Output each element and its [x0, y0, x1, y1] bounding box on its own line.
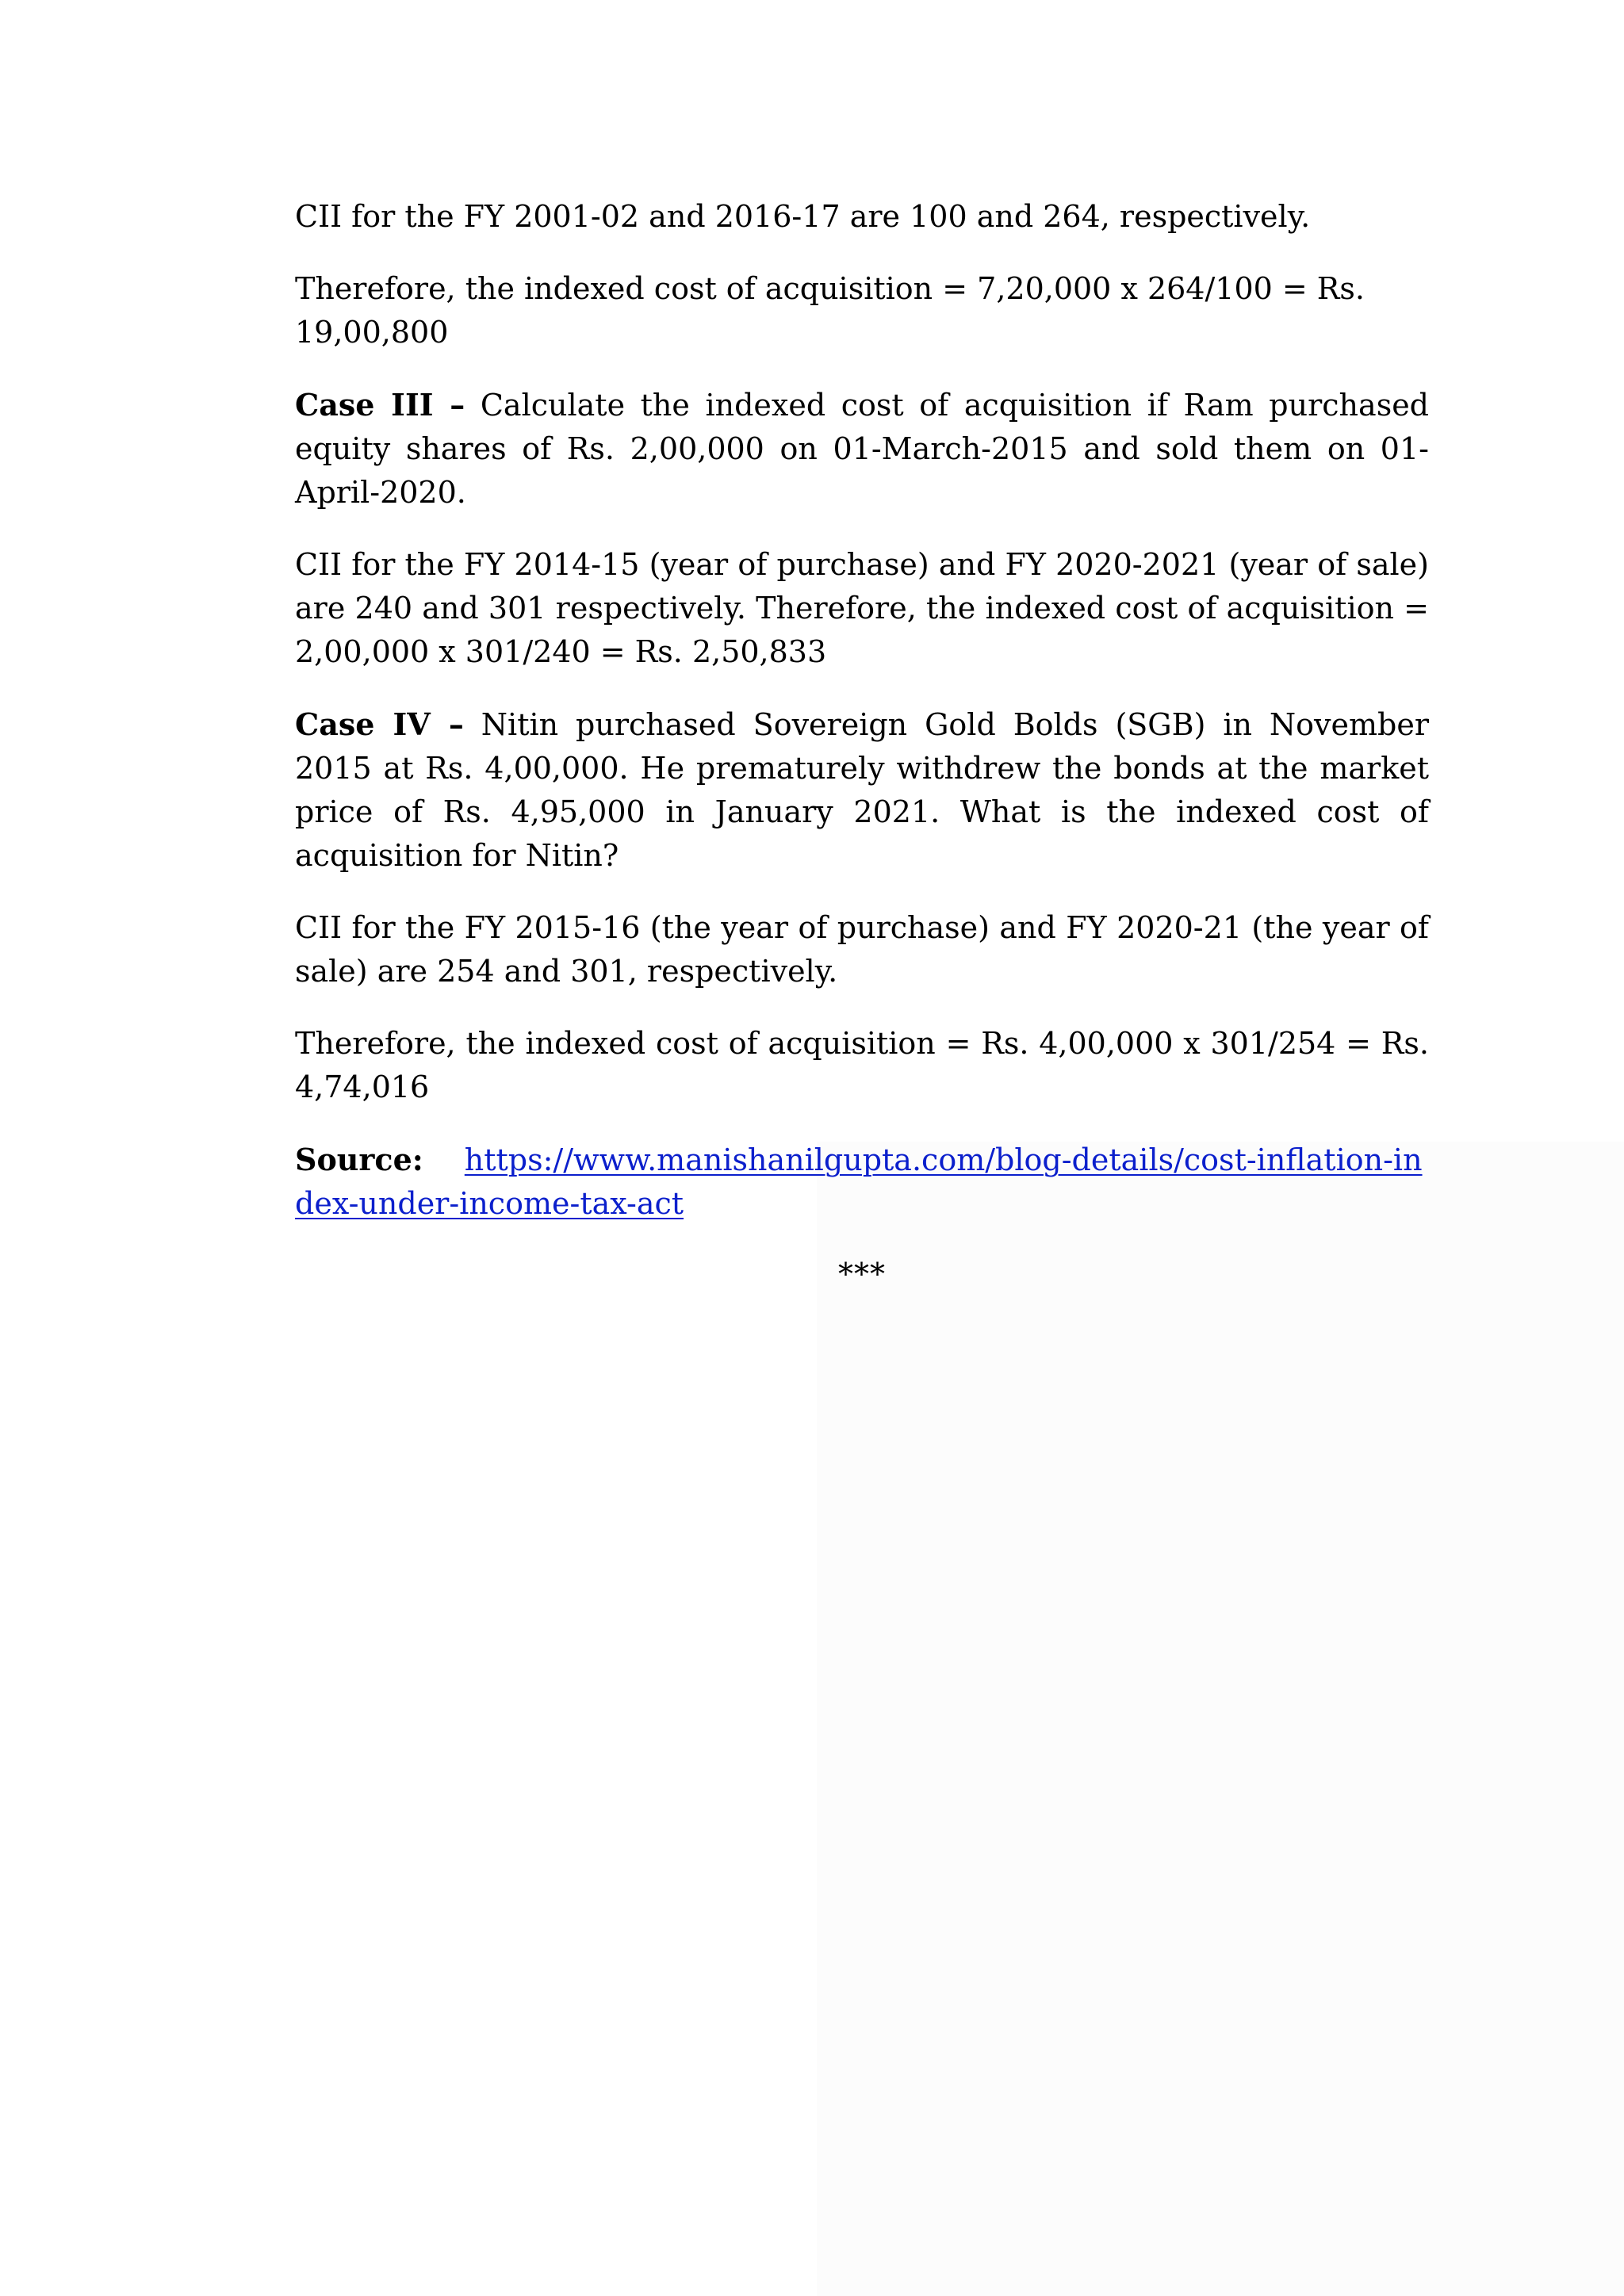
case-iv-label: Case IV – — [295, 706, 464, 742]
document-body — [295, 195, 1429, 1294]
section-separator: *** — [838, 1257, 886, 1292]
paragraph-cii-2015-2020: CII for the FY 2015-16 (the year of purchase) and FY 2020-21 (the year of sale) are 254 and 301, respectively. — [295, 910, 1429, 989]
source-line — [295, 1138, 1429, 1226]
case-iv-text: Nitin purchased Sovereign Gold Bolds (SGB) in November 2015 at Rs. 4,00,000. He prematurely withdrew the bonds at the market price of Rs. 4,95,000 in January 2021. What is the indexed cost of acquisition for Nitin? — [295, 707, 1429, 873]
paragraph-case-iii — [295, 383, 1429, 515]
paragraph-indexed-cost-2: Therefore, the indexed cost of acquisition = Rs. 4,00,000 x 301/254 = Rs. 4,74,016 — [295, 1026, 1429, 1104]
paragraph-case-iv — [295, 702, 1429, 878]
paragraph-indexed-cost-1: Therefore, the indexed cost of acquisition = 7,20,000 x 264/100 = Rs. 19,00,800 — [295, 271, 1365, 350]
case-iii-text: Calculate the indexed cost of acquisition if Ram purchased equity shares of Rs. 2,00,000 on 01-March-2015 and sold them on 01-April-2020. — [295, 388, 1430, 510]
page-shading — [817, 1142, 1624, 2296]
source-link[interactable]: https://www.manishanilgupta.com/blog-details/cost-inflation-index-under-income-tax-act — [295, 1142, 1423, 1221]
source-label: Source: — [295, 1142, 423, 1177]
paragraph-cii-2001-2016: CII for the FY 2001-02 and 2016-17 are 100 and 264, respectively. — [295, 199, 1311, 234]
paragraph-cii-2014-2020: CII for the FY 2014-15 (year of purchase) and FY 2020-2021 (year of sale) are 240 and 301 respectively. Therefore, the indexed cost of acquisition = 2,00,000 x 301/240 = Rs. 2,50,833 — [295, 547, 1429, 669]
case-iii-label: Case III – — [295, 387, 465, 423]
